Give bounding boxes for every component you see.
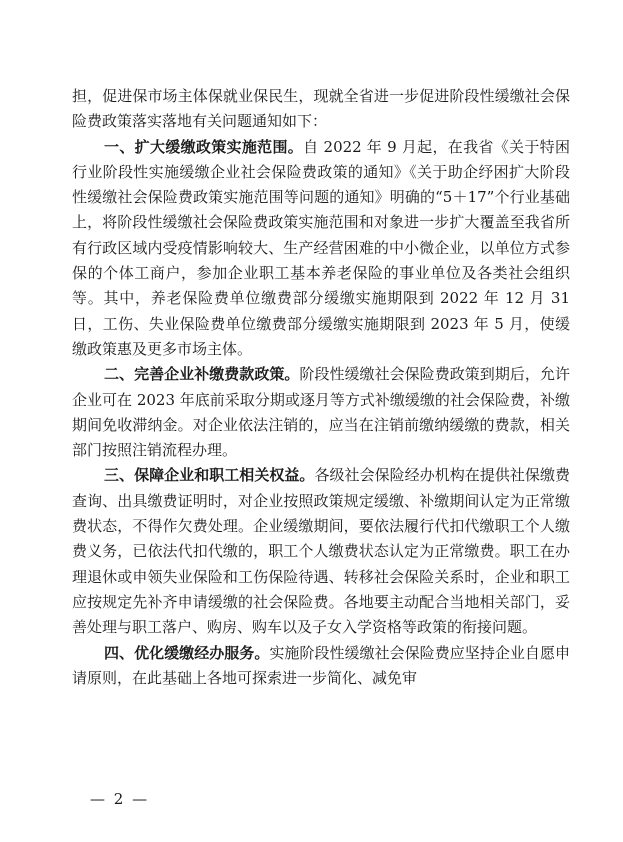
section-2-heading: 二、完善企业补缴费款政策。	[104, 365, 300, 384]
section-2-body: 阶段性缓缴社会保险费政策到期后，允许企业可在 2023 年底前采取分期或逐月等方式补缴缓缴的社会保险费，补缴期间免收滞纳金。对企业依法注销的，应当在注销前缴纳缓缴的费款，相关部门按照注销流程办理。	[72, 365, 570, 460]
page-number: — 2 —	[90, 790, 150, 808]
section-1-body: 自 2022 年 9 月起，在我省《关于特困行业阶段性实施缓缴企业社会保险费政策的通知》《关于助企纾困扩大阶段性缓缴社会保险费政策实施范围等问题的通知》明确的“5＋17”个行业基础上，将阶段性缓缴社会保险费政策实施范围和对象进一步扩大覆盖至我省所有行政区域内受疫情影响较大、生产经营困难的中小微企业，以单位方式参保的个体工商户，参加企业职工基本养老保险的事业单位及各类社会组织等。其中，养老保险费单位缴费部分缓缴实施期限到 2022 年 12 月 31 日，工伤、失业保险费单位缴费部分缓缴实施期限到 2023 年 5 月，使缓缴政策惠及更多市场主体。	[72, 137, 570, 358]
section-4-paragraph	[72, 641, 570, 692]
section-3-body: 各级社会保险经办机构在提供社保缴费查询、出具缴费证明时，对企业按照政策规定缓缴、补缴期间认定为正常缴费状态，不得作欠费处理。企业缓缴期间，要依法履行代扣代缴职工个人缴费义务，已依法代扣代缴的，职工个人缴费状态认定为正常缴费。职工在办理退休或申领失业保险和工伤保险待遇、转移社会保险关系时，企业和职工应按规定先补齐申请缓缴的社会保险费。各地要主动配合当地相关部门，妥善处理与职工落户、购房、购车以及子女入学资格等政策的衔接问题。	[72, 466, 570, 637]
section-1-heading: 一、扩大缓缴政策实施范围。	[104, 137, 304, 156]
section-2-paragraph	[72, 362, 570, 463]
section-4-body: 实施阶段性缓缴社会保险费应坚持企业自愿申请原则，在此基础上各地可探索进一步简化、减免审	[72, 643, 570, 687]
section-3-paragraph	[72, 463, 570, 640]
section-3-heading: 三、保障企业和职工相关权益。	[104, 466, 315, 485]
intro-paragraph: 担，促进保市场主体保就业保民生，现就全省进一步促进阶段性缓缴社会保险费政策落实落地有关问题通知如下：	[72, 87, 570, 131]
section-1-paragraph	[72, 135, 570, 363]
document-page	[72, 84, 570, 691]
section-4-heading: 四、优化缓缴经办服务。	[104, 643, 270, 662]
